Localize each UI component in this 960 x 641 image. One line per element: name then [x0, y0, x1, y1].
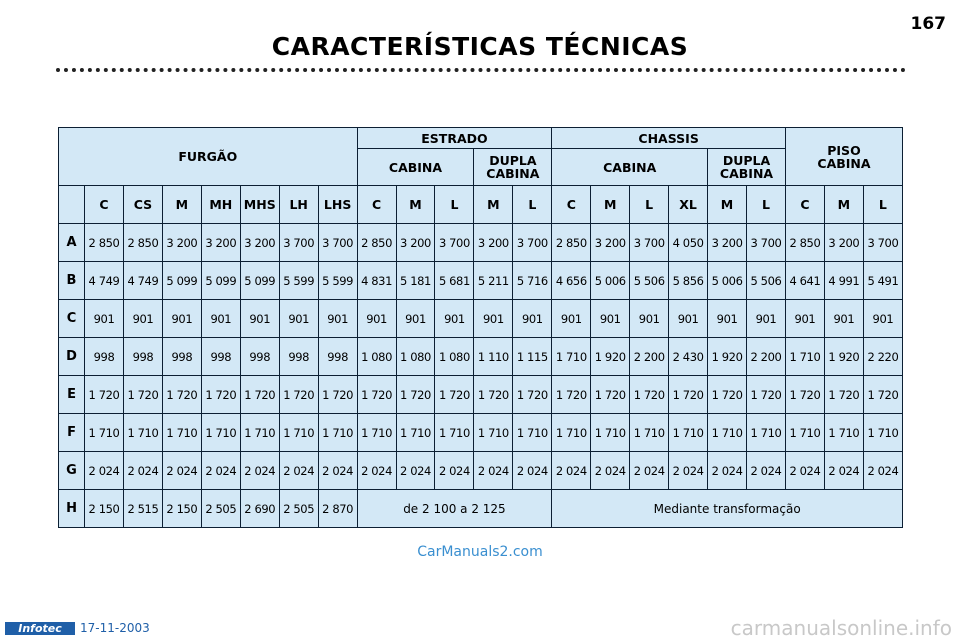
table-cell: 1 720 — [824, 376, 863, 414]
table-cell: 5 599 — [279, 262, 318, 300]
table-cell: 1 710 — [474, 414, 513, 452]
table-cell: 998 — [279, 338, 318, 376]
table-cell: 2 430 — [669, 338, 708, 376]
table-cell: 1 710 — [123, 414, 162, 452]
chassis-cabina-header: CABINA — [552, 149, 708, 186]
table-cell: 2 690 — [240, 490, 279, 528]
table-cell: 1 720 — [240, 376, 279, 414]
table-cell: 3 700 — [318, 224, 357, 262]
chassis-header: CHASSIS — [552, 128, 786, 149]
column-header: M — [591, 186, 630, 224]
table-cell: 5 006 — [708, 262, 747, 300]
table-cell: 901 — [201, 300, 240, 338]
dotted-divider — [56, 68, 906, 72]
table-cell: 2 220 — [863, 338, 902, 376]
chassis-dupla-cabina-header — [708, 149, 786, 186]
table-cell: 1 720 — [123, 376, 162, 414]
estrado-header: ESTRADO — [357, 128, 552, 149]
table-cell: 2 024 — [708, 452, 747, 490]
table-cell: 1 920 — [591, 338, 630, 376]
table-cell: 901 — [552, 300, 591, 338]
table-cell: 1 720 — [85, 376, 124, 414]
table-cell: 1 720 — [708, 376, 747, 414]
table-cell: 5 506 — [747, 262, 786, 300]
table-cell: 3 200 — [240, 224, 279, 262]
table-cell: 1 710 — [747, 414, 786, 452]
table-row — [59, 224, 903, 262]
table-cell: 1 720 — [435, 376, 474, 414]
table-cell: 998 — [123, 338, 162, 376]
table-cell: 901 — [474, 300, 513, 338]
table-cell: 4 991 — [824, 262, 863, 300]
table-cell: 1 720 — [201, 376, 240, 414]
table-row — [59, 300, 903, 338]
table-cell: 901 — [513, 300, 552, 338]
table-cell: 1 720 — [552, 376, 591, 414]
table-cell: 901 — [279, 300, 318, 338]
table-cell: 1 720 — [474, 376, 513, 414]
table-cell: 901 — [630, 300, 669, 338]
table-cell: 1 710 — [279, 414, 318, 452]
table-cell: 4 749 — [85, 262, 124, 300]
table-cell: 901 — [318, 300, 357, 338]
table-cell: 2 505 — [279, 490, 318, 528]
column-header: XL — [669, 186, 708, 224]
table-cell: 901 — [824, 300, 863, 338]
table-cell: 1 720 — [162, 376, 201, 414]
table-cell: 1 710 — [357, 414, 396, 452]
table-cell: 998 — [240, 338, 279, 376]
table-cell: 1 110 — [474, 338, 513, 376]
table-cell: 3 200 — [824, 224, 863, 262]
table-cell: 1 920 — [824, 338, 863, 376]
dupla-cabina-label: CABINA — [486, 166, 540, 181]
column-header: L — [863, 186, 902, 224]
table-cell: 1 720 — [630, 376, 669, 414]
table-cell: 3 700 — [279, 224, 318, 262]
table-cell: 901 — [669, 300, 708, 338]
table-cell: 1 710 — [785, 338, 824, 376]
table-cell: 3 200 — [474, 224, 513, 262]
table-cell: 1 720 — [747, 376, 786, 414]
row-label: E — [59, 376, 85, 414]
table-cell: 2 150 — [85, 490, 124, 528]
table-cell: 4 656 — [552, 262, 591, 300]
table-cell: 998 — [201, 338, 240, 376]
table-cell: 1 080 — [357, 338, 396, 376]
column-header: M — [396, 186, 435, 224]
table-cell: 901 — [785, 300, 824, 338]
column-header: C — [785, 186, 824, 224]
table-cell: 5 006 — [591, 262, 630, 300]
table-cell: 4 831 — [357, 262, 396, 300]
table-cell: 901 — [396, 300, 435, 338]
table-cell: 2 850 — [123, 224, 162, 262]
table-cell: 901 — [747, 300, 786, 338]
table-cell: 2 024 — [591, 452, 630, 490]
piso-label: PISO — [827, 142, 861, 158]
column-header: L — [435, 186, 474, 224]
table-cell: 1 720 — [279, 376, 318, 414]
table-cell: 3 200 — [591, 224, 630, 262]
table-cell: 901 — [240, 300, 279, 338]
table-body — [59, 224, 903, 528]
table-cell: 1 710 — [85, 414, 124, 452]
page-number: 167 — [910, 14, 946, 34]
table-cell: 4 050 — [669, 224, 708, 262]
table-cell: 1 710 — [591, 414, 630, 452]
table-cell: 2 850 — [357, 224, 396, 262]
row-label: D — [59, 338, 85, 376]
table-cell: 5 856 — [669, 262, 708, 300]
row-label: A — [59, 224, 85, 262]
estrado-range-cell: de 2 100 a 2 125 — [357, 490, 552, 528]
table-cell: 2 024 — [240, 452, 279, 490]
table-cell: 5 099 — [162, 262, 201, 300]
chassis-note-cell: Mediante transformação — [552, 490, 903, 528]
specifications-table — [58, 127, 903, 528]
table-cell: 1 720 — [785, 376, 824, 414]
table-cell: 2 024 — [279, 452, 318, 490]
table-cell: 3 200 — [201, 224, 240, 262]
table-cell: 2 024 — [474, 452, 513, 490]
table-cell: 5 506 — [630, 262, 669, 300]
table-cell: 1 720 — [591, 376, 630, 414]
table-cell: 2 024 — [552, 452, 591, 490]
column-header-row — [59, 186, 903, 224]
table-cell: 1 920 — [708, 338, 747, 376]
table-cell: 5 099 — [201, 262, 240, 300]
table-cell: 5 681 — [435, 262, 474, 300]
footer-site: carmanualsonline.info — [730, 616, 952, 640]
table-cell: 3 200 — [162, 224, 201, 262]
column-header: M — [708, 186, 747, 224]
table-cell: 5 181 — [396, 262, 435, 300]
column-header: M — [162, 186, 201, 224]
corner-cell — [59, 186, 85, 224]
table-cell: 3 700 — [863, 224, 902, 262]
table-cell: 2 850 — [552, 224, 591, 262]
infotec-logo: Infotec — [5, 622, 75, 635]
table-cell: 3 700 — [435, 224, 474, 262]
table-cell: 901 — [591, 300, 630, 338]
row-label: G — [59, 452, 85, 490]
table-cell: 2 870 — [318, 490, 357, 528]
table-cell: 2 024 — [630, 452, 669, 490]
table-cell: 2 024 — [357, 452, 396, 490]
column-header: C — [357, 186, 396, 224]
table-cell: 5 211 — [474, 262, 513, 300]
table-cell: 3 200 — [708, 224, 747, 262]
footer-date: 17-11-2003 — [80, 621, 150, 635]
table-cell: 3 200 — [396, 224, 435, 262]
table-cell: 1 710 — [630, 414, 669, 452]
table-cell: 1 710 — [552, 338, 591, 376]
piso-cabina-header — [785, 128, 902, 186]
table-cell: 4 749 — [123, 262, 162, 300]
table-cell: 1 710 — [435, 414, 474, 452]
table-cell: 3 700 — [513, 224, 552, 262]
table-cell: 901 — [435, 300, 474, 338]
table-cell: 2 200 — [630, 338, 669, 376]
table-cell: 901 — [863, 300, 902, 338]
column-header: MHS — [240, 186, 279, 224]
table-cell: 5 599 — [318, 262, 357, 300]
table-cell: 5 491 — [863, 262, 902, 300]
table-cell: 2 024 — [863, 452, 902, 490]
column-header: L — [747, 186, 786, 224]
table-cell: 3 700 — [747, 224, 786, 262]
column-header: CS — [123, 186, 162, 224]
dupla-label: DUPLA — [489, 153, 537, 168]
table-cell: 1 720 — [318, 376, 357, 414]
table-cell: 1 710 — [824, 414, 863, 452]
table-cell: 998 — [162, 338, 201, 376]
column-header: LH — [279, 186, 318, 224]
table-cell: 2 024 — [162, 452, 201, 490]
table-cell: 2 024 — [123, 452, 162, 490]
table-cell: 2 024 — [669, 452, 708, 490]
column-header: C — [85, 186, 124, 224]
table-cell: 1 710 — [162, 414, 201, 452]
table-cell: 1 710 — [396, 414, 435, 452]
estrado-dupla-cabina-header — [474, 149, 552, 186]
dupla-label: DUPLA — [722, 153, 771, 168]
table-cell: 1 710 — [201, 414, 240, 452]
table-cell: 998 — [85, 338, 124, 376]
table-cell: 1 710 — [708, 414, 747, 452]
table-cell: 2 024 — [85, 452, 124, 490]
table-row — [59, 490, 903, 528]
column-header: C — [552, 186, 591, 224]
piso-cabina-label: CABINA — [817, 155, 871, 171]
table-cell: 2 024 — [513, 452, 552, 490]
table-cell: 1 710 — [785, 414, 824, 452]
table-cell: 1 720 — [863, 376, 902, 414]
table-cell: 5 716 — [513, 262, 552, 300]
column-header: LHS — [318, 186, 357, 224]
table-cell: 998 — [318, 338, 357, 376]
watermark: CarManuals2.com — [417, 544, 543, 560]
table-cell: 2 505 — [201, 490, 240, 528]
table-cell: 2 150 — [162, 490, 201, 528]
table-row — [59, 262, 903, 300]
table-cell: 2 200 — [747, 338, 786, 376]
table-cell: 1 080 — [435, 338, 474, 376]
column-header: MH — [201, 186, 240, 224]
table-cell: 1 080 — [396, 338, 435, 376]
row-label: H — [59, 490, 85, 528]
table-row — [59, 452, 903, 490]
table-cell: 1 710 — [513, 414, 552, 452]
row-label: C — [59, 300, 85, 338]
page-title: CARACTERÍSTICAS TÉCNICAS — [271, 32, 689, 61]
row-label: B — [59, 262, 85, 300]
table-cell: 1 720 — [669, 376, 708, 414]
table-cell: 1 720 — [513, 376, 552, 414]
table-cell: 901 — [357, 300, 396, 338]
table-cell: 901 — [85, 300, 124, 338]
row-label: F — [59, 414, 85, 452]
table-cell: 2 024 — [318, 452, 357, 490]
table-cell: 1 710 — [863, 414, 902, 452]
estrado-cabina-header: CABINA — [357, 149, 474, 186]
table-cell: 5 099 — [240, 262, 279, 300]
table-cell: 901 — [162, 300, 201, 338]
table-cell: 1 710 — [318, 414, 357, 452]
table-cell: 1 710 — [240, 414, 279, 452]
table-cell: 1 720 — [396, 376, 435, 414]
table-cell: 2 024 — [785, 452, 824, 490]
table-cell: 1 710 — [669, 414, 708, 452]
table-cell: 3 700 — [630, 224, 669, 262]
table-cell: 2 024 — [824, 452, 863, 490]
table-cell: 2 024 — [396, 452, 435, 490]
table-cell: 2 515 — [123, 490, 162, 528]
furgao-header: FURGÃO — [59, 128, 358, 186]
table-cell: 1 710 — [552, 414, 591, 452]
table-cell: 2 850 — [785, 224, 824, 262]
table-cell: 2 024 — [747, 452, 786, 490]
table-cell: 2 024 — [201, 452, 240, 490]
column-header: M — [824, 186, 863, 224]
table-row — [59, 338, 903, 376]
column-header: L — [630, 186, 669, 224]
table-row — [59, 414, 903, 452]
column-header: M — [474, 186, 513, 224]
table-cell: 2 850 — [85, 224, 124, 262]
dupla-cabina-label: CABINA — [719, 166, 774, 181]
table-row — [59, 376, 903, 414]
table-cell: 901 — [123, 300, 162, 338]
table-cell: 901 — [708, 300, 747, 338]
column-header: L — [513, 186, 552, 224]
table-cell: 4 641 — [785, 262, 824, 300]
table-cell: 2 024 — [435, 452, 474, 490]
table-cell: 1 115 — [513, 338, 552, 376]
table-cell: 1 720 — [357, 376, 396, 414]
